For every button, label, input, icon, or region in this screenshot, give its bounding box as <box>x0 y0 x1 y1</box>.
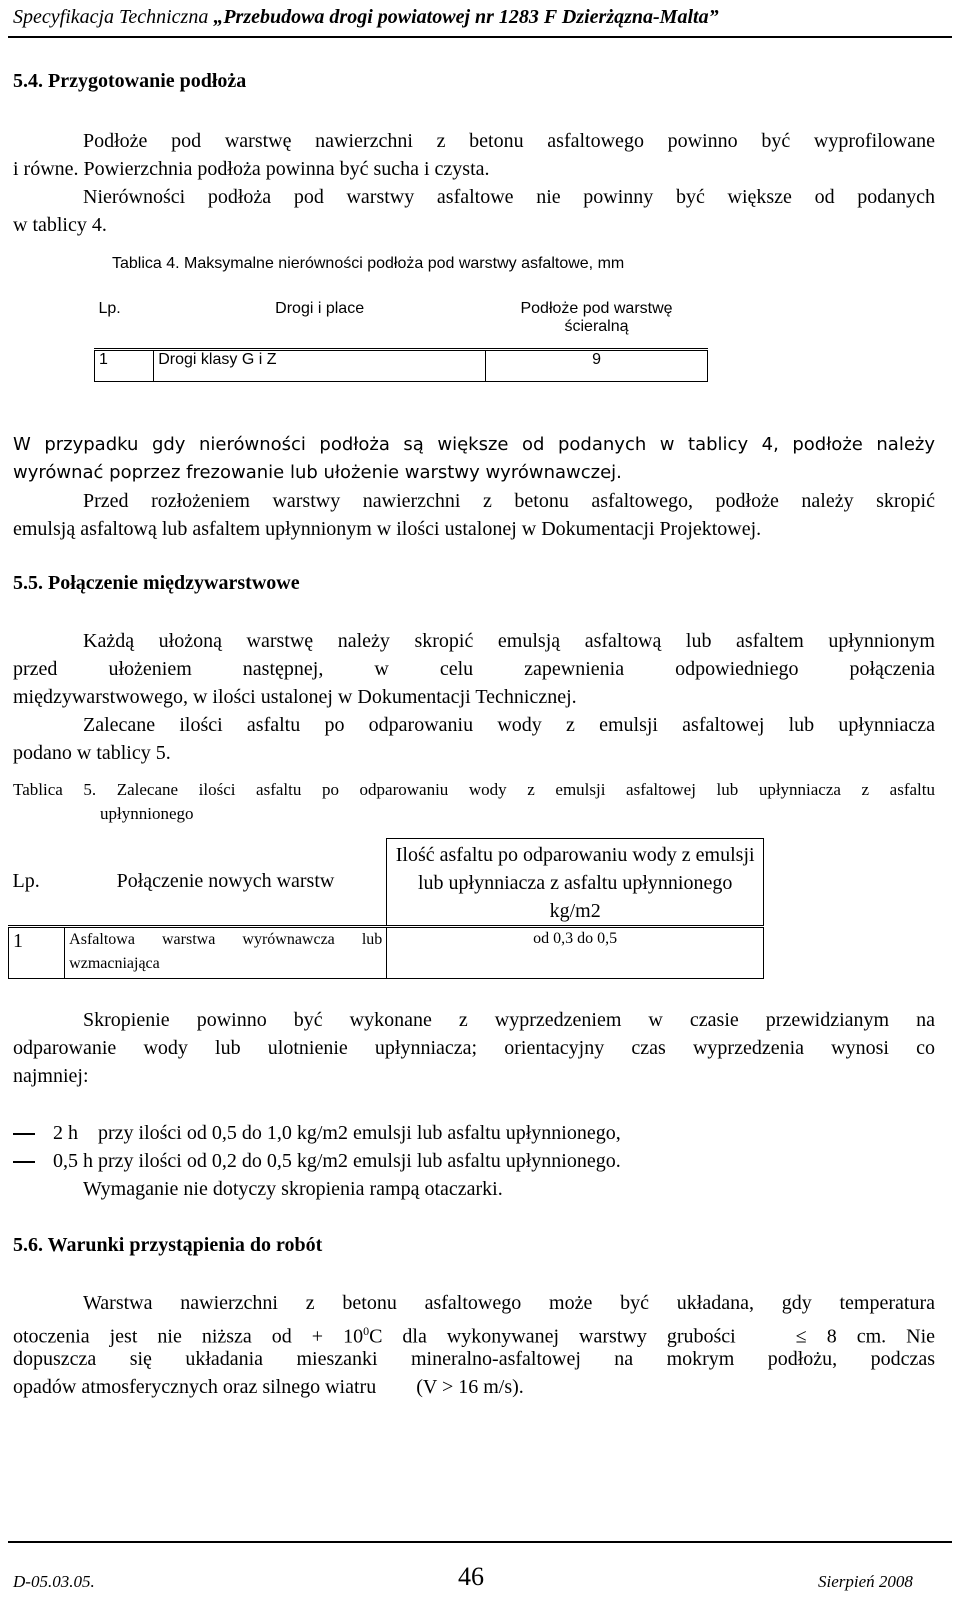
s54-p1-line3: Nierówności podłoża pod warstwy asfaltowe nie powinny być większe od podanych <box>83 186 935 208</box>
table-4-header-subgrade: Podłoże pod warstwę ścieralną <box>520 300 673 335</box>
project-title: Przebudowa drogi powiatowej nr 1283 F Dzierżązna-Malta <box>223 6 709 28</box>
section-5-5-heading: 5.5. Połączenie międzywarstwowe <box>13 572 300 594</box>
s54-p1-line2: i równe. Powierzchnia podłoża powinna być sucha i czysta. <box>13 158 490 180</box>
list-item-text: 2 h przy ilości od 0,5 do 1,0 kg/m2 emulsji lub asfaltu upłynnionego, <box>53 1122 621 1144</box>
s54-p3-line2: emulsją asfaltową lub asfaltem upłynnionym w ilości ustalonej w Dokumentacji Projektowej. <box>13 518 762 540</box>
table-4-cell-roads: Drogi klasy G i Z <box>154 350 486 382</box>
section-5-4-heading: 5.4. Przygotowanie podłoża <box>13 70 247 92</box>
s56-line1: Warstwa nawierzchni z betonu asfaltowego może być układana, gdy temperatura <box>83 1292 935 1314</box>
footer-rule <box>8 1541 952 1543</box>
table-row <box>9 927 764 979</box>
table-5-cell-layers: Asfaltowa warstwa wyrównawcza lub wzmacniająca <box>65 927 387 979</box>
dash-bullet <box>13 1161 35 1163</box>
list-item-text: 0,5 h przy ilości od 0,2 do 0,5 kg/m2 emulsji lub asfaltu upłynnionego. <box>53 1150 621 1172</box>
table-5 <box>8 838 764 979</box>
table-4-header-lp: Lp. <box>98 300 121 317</box>
list-item <box>13 1147 621 1175</box>
s54-p1-line4: w tablicy 4. <box>13 214 107 236</box>
less-equal-symbol: ≤ <box>795 1325 807 1348</box>
s56-line2-a: otoczenia jest nie niższa od + 10 <box>13 1325 364 1348</box>
table-4-cell-value: 9 <box>592 351 601 368</box>
table-4-header-roads: Drogi i place <box>275 300 365 317</box>
s55-p2-line2: podano w tablicy 5. <box>13 742 171 764</box>
s54-p3-line1: Przed rozłożeniem warstwy nawierzchni z betonu asfaltowego, podłoże należy skropić <box>83 490 935 512</box>
s56-line3: dopuszcza się układania mieszanki mineralno-asfaltowej na mokrym podłożu, podczas <box>13 1348 935 1370</box>
footer-date: Sierpień 2008 <box>818 1572 913 1591</box>
s54-p2-line1: W przypadku gdy nierówności podłoża są większe od podanych w tablicy 4, podłoże należy <box>13 434 935 455</box>
s55-p1-line1: Każdą ułożoną warstwę należy skropić emulsją asfaltową lub asfaltem upłynnionym <box>83 630 935 652</box>
s55-p1-line2: przed ułożeniem następnej, w celu zapewnienia odpowiedniego połączenia <box>13 658 935 680</box>
footer-code: D-05.03.05. <box>13 1572 95 1591</box>
degree-sup: 0 <box>363 1324 370 1338</box>
page-number: 46 <box>458 1562 484 1591</box>
s55-p1-line3: międzywarstwowego, w ilości ustalonej w Dokumentacji Technicznej. <box>13 686 577 708</box>
list-item <box>13 1119 621 1147</box>
page-header <box>13 6 948 29</box>
table-5-caption-line1: Tablica 5. Zalecane ilości asfaltu po odparowaniu wody z emulsji asfaltowej lub upłynniacza z asfaltu <box>13 780 935 799</box>
table-5-caption-line2: upłynnionego <box>100 804 194 823</box>
header-rule <box>8 36 952 38</box>
table-4-caption: Tablica 4. Maksymalne nierówności podłoża pod warstwy asfaltowe, mm <box>112 255 625 272</box>
table-4-cell-lp: 1 <box>95 350 154 382</box>
s54-p1-line1: Podłoże pod warstwę nawierzchni z betonu asfaltowego powinno być wyprofilowane <box>83 130 935 152</box>
table-4 <box>94 294 708 382</box>
header-quote-open: „ <box>208 6 224 28</box>
s55-p3-line1: Skropienie powinno być wykonane z wyprzedzeniem w czasie przewidzianym na <box>83 1009 935 1031</box>
s55-note: Wymaganie nie dotyczy skropienia rampą otaczarki. <box>83 1178 503 1200</box>
s56-line2-c: 8 cm. Nie <box>806 1325 935 1348</box>
table-5-header-layers: Połączenie nowych warstw <box>116 870 335 893</box>
table-5-header-lp: Lp. <box>12 870 40 893</box>
s56-line2-b: C dla wykonywanej warstwy grubości <box>369 1325 796 1348</box>
s55-p3-line3: najmniej: <box>13 1065 89 1087</box>
s56-line4: opadów atmosferycznych oraz silnego wiatru (V > 16 m/s). <box>13 1376 524 1398</box>
dash-bullet <box>13 1133 35 1135</box>
table-row <box>95 350 708 382</box>
header-quote-close: ” <box>708 6 719 28</box>
table-5-cell-lp: 1 <box>9 927 65 979</box>
table-5-cell-amount: od 0,3 do 0,5 <box>533 930 618 947</box>
spec-label: Specyfikacja Techniczna <box>13 6 209 28</box>
s54-p2-line2: wyrównać poprzez frezowanie lub ułożenie warstwy wyrównawczej. <box>13 462 622 483</box>
s55-p2-line1: Zalecane ilości asfaltu po odparowaniu wody z emulsji asfaltowej lub upłynniacza <box>83 714 935 736</box>
section-5-6-heading: 5.6. Warunki przystąpienia do robót <box>13 1234 323 1256</box>
s55-p3-line2: odparowanie wody lub ulotnienie upłynniacza; orientacyjny czas wyprzedzenia wynosi co <box>13 1037 935 1059</box>
table-5-header-amount: Ilość asfaltu po odparowaniu wody z emulsji lub upłynniacza z asfaltu upłynnionego kg/m2 <box>387 839 764 927</box>
